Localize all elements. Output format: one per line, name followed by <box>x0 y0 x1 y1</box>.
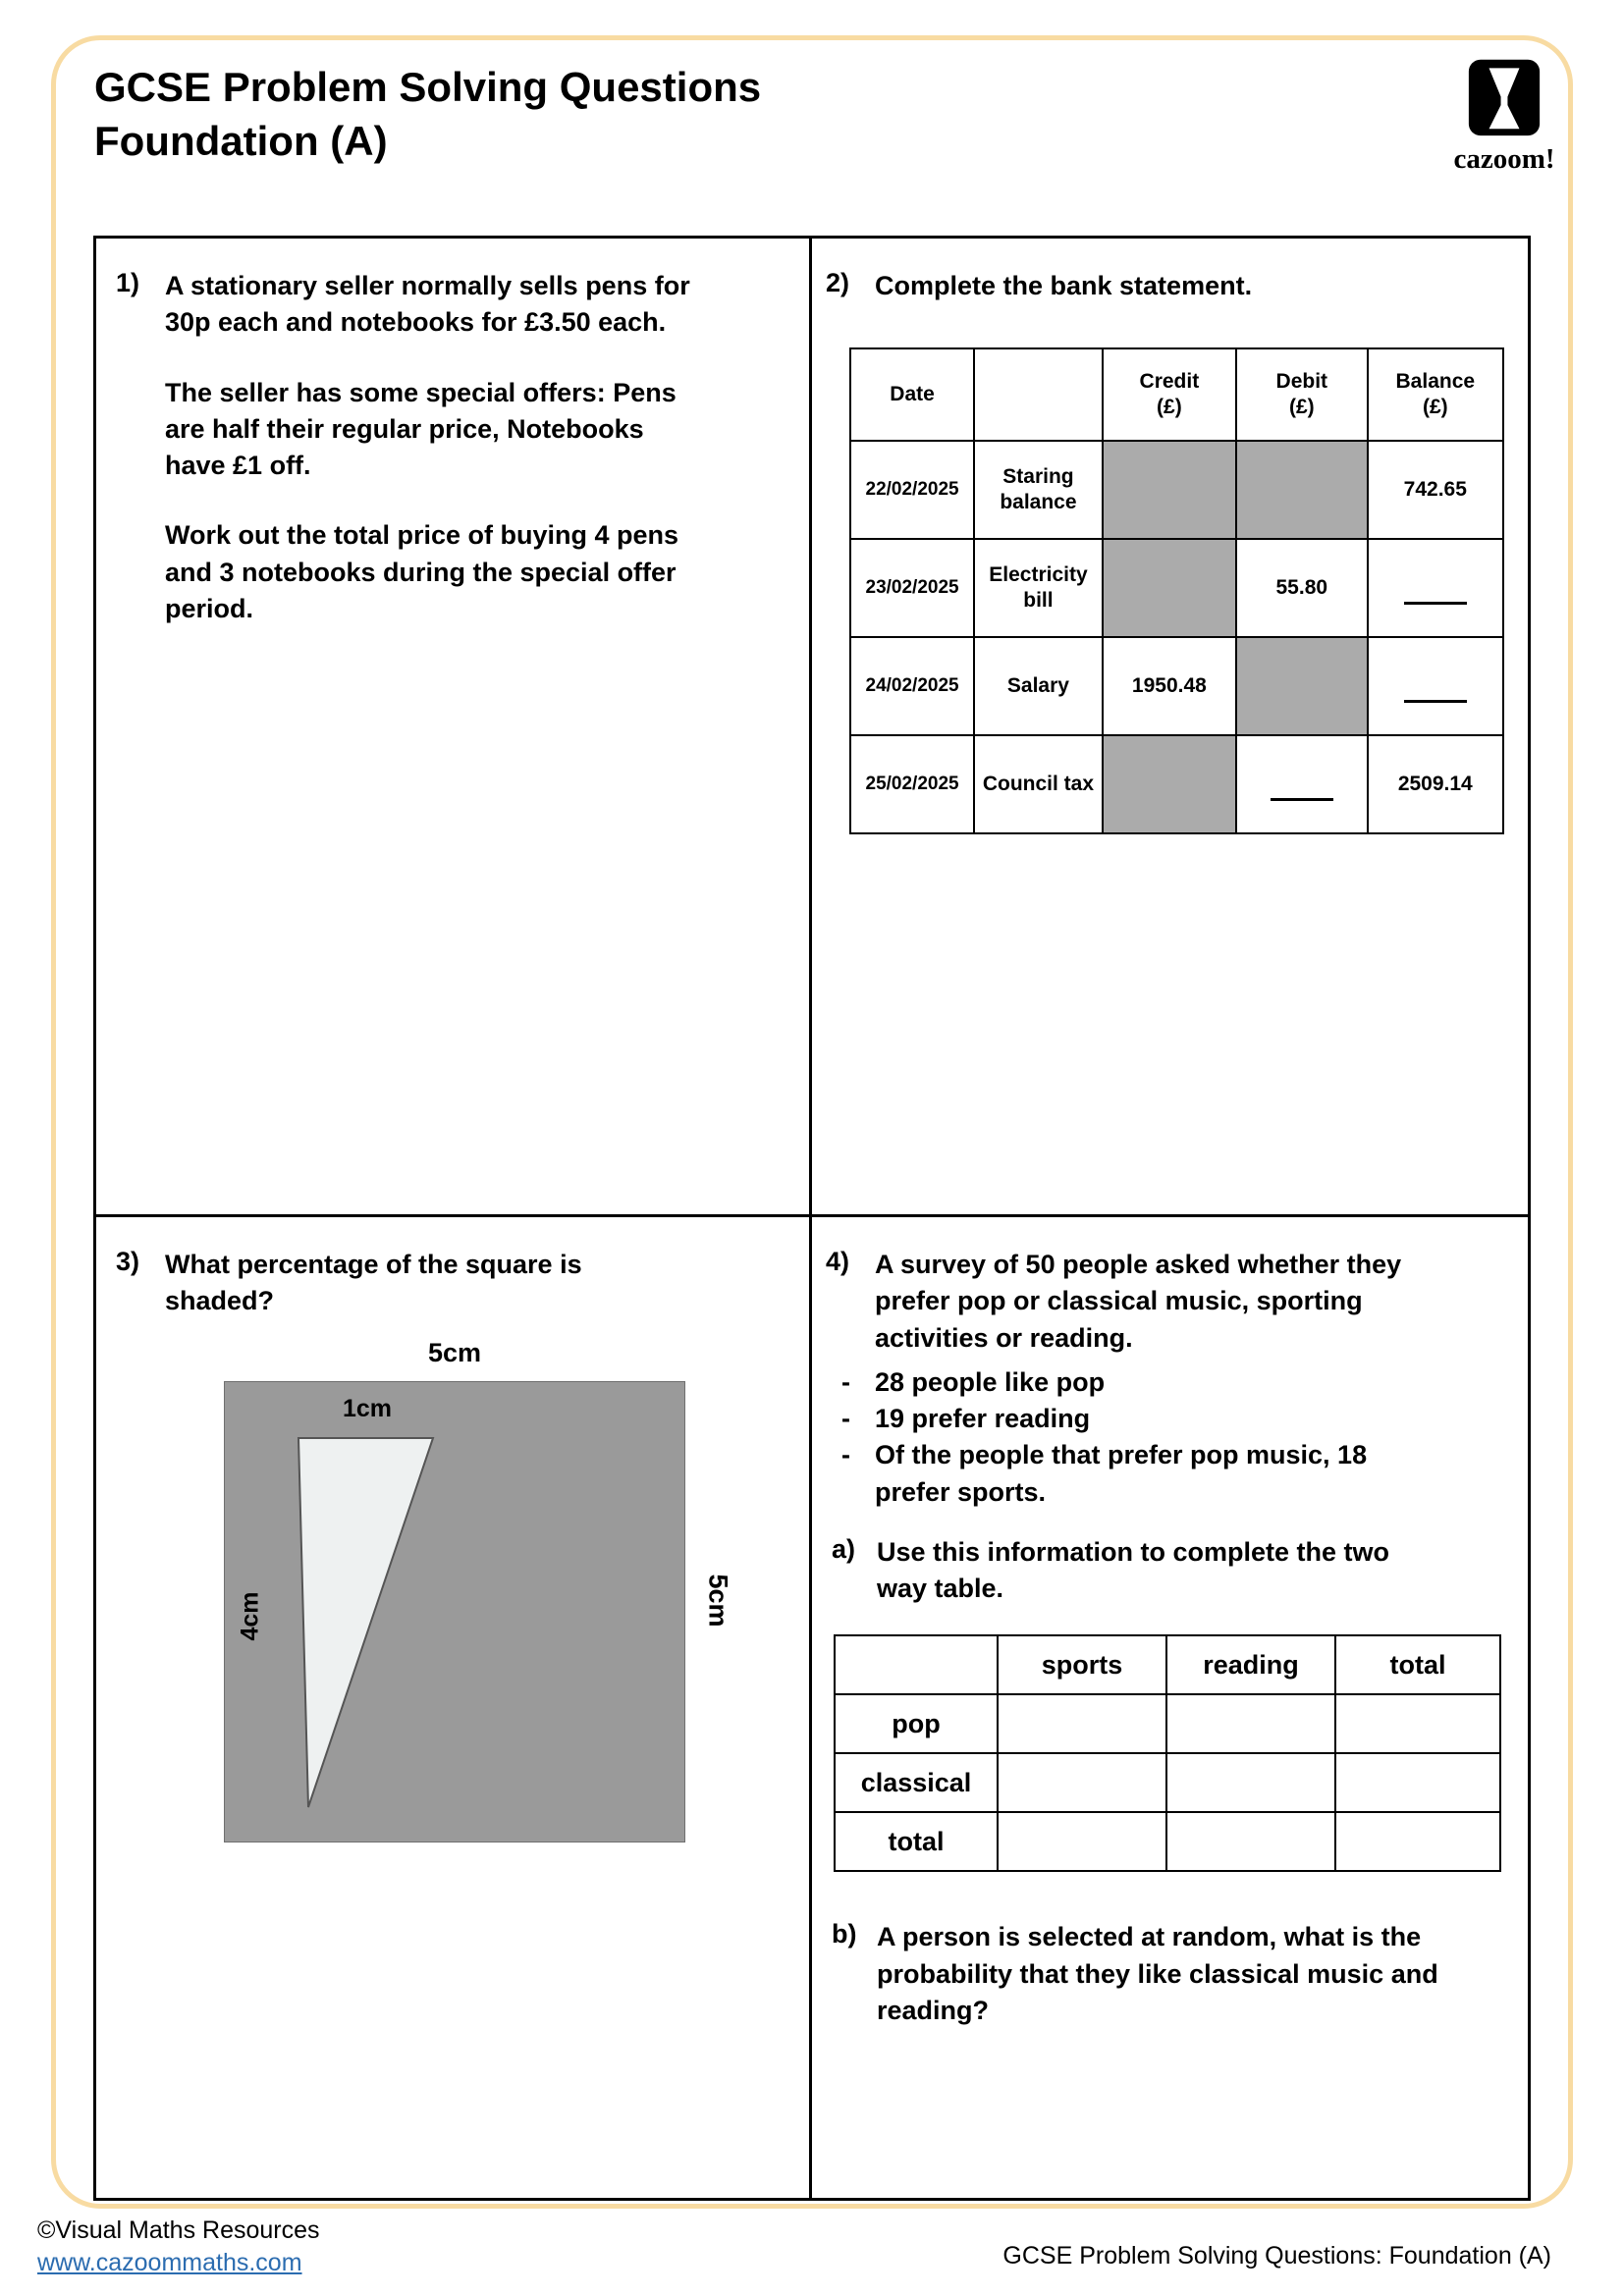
empty-cell <box>1335 1753 1500 1812</box>
bank-table-row <box>850 735 1503 833</box>
worksheet-grid <box>93 236 1531 2201</box>
dimension-label-triangle-left: 4cm <box>236 1590 264 1641</box>
empty-cell <box>1166 1753 1335 1812</box>
footer-title: GCSE Problem Solving Questions: Foundation (A) <box>1002 2242 1551 2269</box>
credit-cell-shaded <box>1103 735 1236 833</box>
bank-table-header-row <box>850 348 1503 441</box>
empty-cell <box>998 1812 1166 1871</box>
credit-cell-shaded <box>1103 539 1236 637</box>
debit-cell-shaded <box>1236 637 1368 735</box>
question-4-number: 4) <box>826 1247 850 1276</box>
cazoom-logo-text: cazoom! <box>1453 143 1555 175</box>
column-header-description <box>974 348 1103 441</box>
empty-cell <box>1166 1694 1335 1753</box>
corner-cell <box>835 1635 998 1694</box>
balance-cell: 742.65 <box>1368 441 1503 539</box>
page-title-line1: GCSE Problem Solving Questions <box>94 64 762 110</box>
description-cell: Electricity bill <box>974 539 1103 637</box>
two-way-table-row <box>835 1753 1500 1812</box>
balance-cell-blank <box>1368 539 1503 637</box>
bullet-item <box>832 1401 1504 1437</box>
question-2-panel <box>812 239 1528 1217</box>
question-3-number: 3) <box>116 1247 140 1276</box>
unshaded-triangle <box>224 1381 685 1842</box>
part-b-label: b) <box>832 1919 857 1949</box>
col-header-reading: reading <box>1166 1635 1335 1694</box>
column-header-date: Date <box>850 348 974 441</box>
question-2-prompt: Complete the bank statement. <box>875 271 1253 300</box>
debit-cell: 55.80 <box>1236 539 1368 637</box>
dimension-label-square-top: 5cm <box>427 1337 482 1367</box>
answer-line <box>1271 781 1333 801</box>
website-link[interactable]: www.cazoommaths.com <box>37 2248 302 2276</box>
cazoom-logo-icon <box>1445 57 1563 143</box>
row-header-pop: pop <box>835 1694 998 1753</box>
cazoom-logo <box>1445 57 1563 176</box>
page-title-line2: Foundation (A) <box>94 117 388 164</box>
question-3-panel <box>96 1217 812 2198</box>
empty-cell <box>1166 1812 1335 1871</box>
row-header-total: total <box>835 1812 998 1871</box>
question-4-part-b <box>832 1919 1504 2029</box>
question-1-number: 1) <box>116 268 140 297</box>
bullet-dash: - <box>841 1440 850 1470</box>
dimension-label-square-right: 5cm <box>703 1573 733 1628</box>
question-1-paragraph-1: A stationary seller normally sells pens for 30p each and notebooks for £3.50 each. <box>165 271 690 338</box>
part-b-text: A person is selected at random, what is the probability that they like classical music and reading? <box>877 1922 1438 2025</box>
column-header-credit: Credit (£) <box>1103 348 1236 441</box>
question-1-panel <box>96 239 812 1217</box>
dimension-label-triangle-top: 1cm <box>342 1394 393 1422</box>
bank-statement-table <box>849 347 1504 834</box>
question-1-paragraph-3: Work out the total price of buying 4 pens and 3 notebooks during the special offer period. <box>165 520 679 623</box>
empty-cell <box>1335 1694 1500 1753</box>
page-title <box>94 61 761 168</box>
question-4-bullet-list <box>826 1364 1504 1511</box>
bullet-item <box>832 1437 1504 1511</box>
row-header-classical: classical <box>835 1753 998 1812</box>
credit-cell-shaded <box>1103 441 1236 539</box>
bullet-item <box>832 1364 1504 1401</box>
date-cell: 22/02/2025 <box>850 441 974 539</box>
part-a-text: Use this information to complete the two way table. <box>877 1536 1390 1603</box>
debit-cell-blank <box>1236 735 1368 833</box>
two-way-table-row <box>835 1694 1500 1753</box>
description-cell: Staring balance <box>974 441 1103 539</box>
bank-table-row <box>850 539 1503 637</box>
credit-cell: 1950.48 <box>1103 637 1236 735</box>
question-2-number: 2) <box>826 268 850 297</box>
bullet-text: Of the people that prefer pop music, 18 prefer sports. <box>875 1440 1368 1507</box>
two-way-table <box>834 1634 1501 1872</box>
description-cell: Council tax <box>974 735 1103 833</box>
bullet-dash: - <box>841 1404 850 1433</box>
date-cell: 23/02/2025 <box>850 539 974 637</box>
footer-left <box>37 2215 320 2278</box>
question-4-intro: A survey of 50 people asked whether they prefer pop or classical music, sporting activities or reading. <box>875 1250 1402 1353</box>
shaded-square-diagram <box>224 1337 733 1842</box>
balance-cell-blank <box>1368 637 1503 735</box>
question-4-part-a <box>832 1534 1504 1608</box>
bullet-text: 28 people like pop <box>875 1366 1106 1397</box>
two-way-table-row <box>835 1812 1500 1871</box>
bank-table-row <box>850 441 1503 539</box>
two-way-table-header-row <box>835 1635 1500 1694</box>
balance-cell: 2509.14 <box>1368 735 1503 833</box>
answer-line <box>1404 585 1467 605</box>
col-header-sports: sports <box>998 1635 1166 1694</box>
question-1-text <box>165 268 700 661</box>
col-header-total: total <box>1335 1635 1500 1694</box>
bullet-text: 19 prefer reading <box>875 1404 1091 1433</box>
debit-cell-shaded <box>1236 441 1368 539</box>
copyright-text: ©Visual Maths Resources <box>37 2216 320 2244</box>
empty-cell <box>998 1694 1166 1753</box>
column-header-debit: Debit (£) <box>1236 348 1368 441</box>
date-cell: 25/02/2025 <box>850 735 974 833</box>
bullet-dash: - <box>841 1366 850 1397</box>
column-header-balance: Balance (£) <box>1368 348 1503 441</box>
answer-line <box>1404 683 1467 703</box>
bank-table-row <box>850 637 1503 735</box>
date-cell: 24/02/2025 <box>850 637 974 735</box>
question-1-paragraph-2: The seller has some special offers: Pens are half their regular price, Notebooks have £1 off. <box>165 377 677 480</box>
question-4-panel <box>812 1217 1528 2198</box>
empty-cell <box>998 1753 1166 1812</box>
description-cell: Salary <box>974 637 1103 735</box>
question-3-prompt: What percentage of the square is shaded? <box>165 1250 582 1316</box>
empty-cell <box>1335 1812 1500 1871</box>
part-a-label: a) <box>832 1533 856 1564</box>
